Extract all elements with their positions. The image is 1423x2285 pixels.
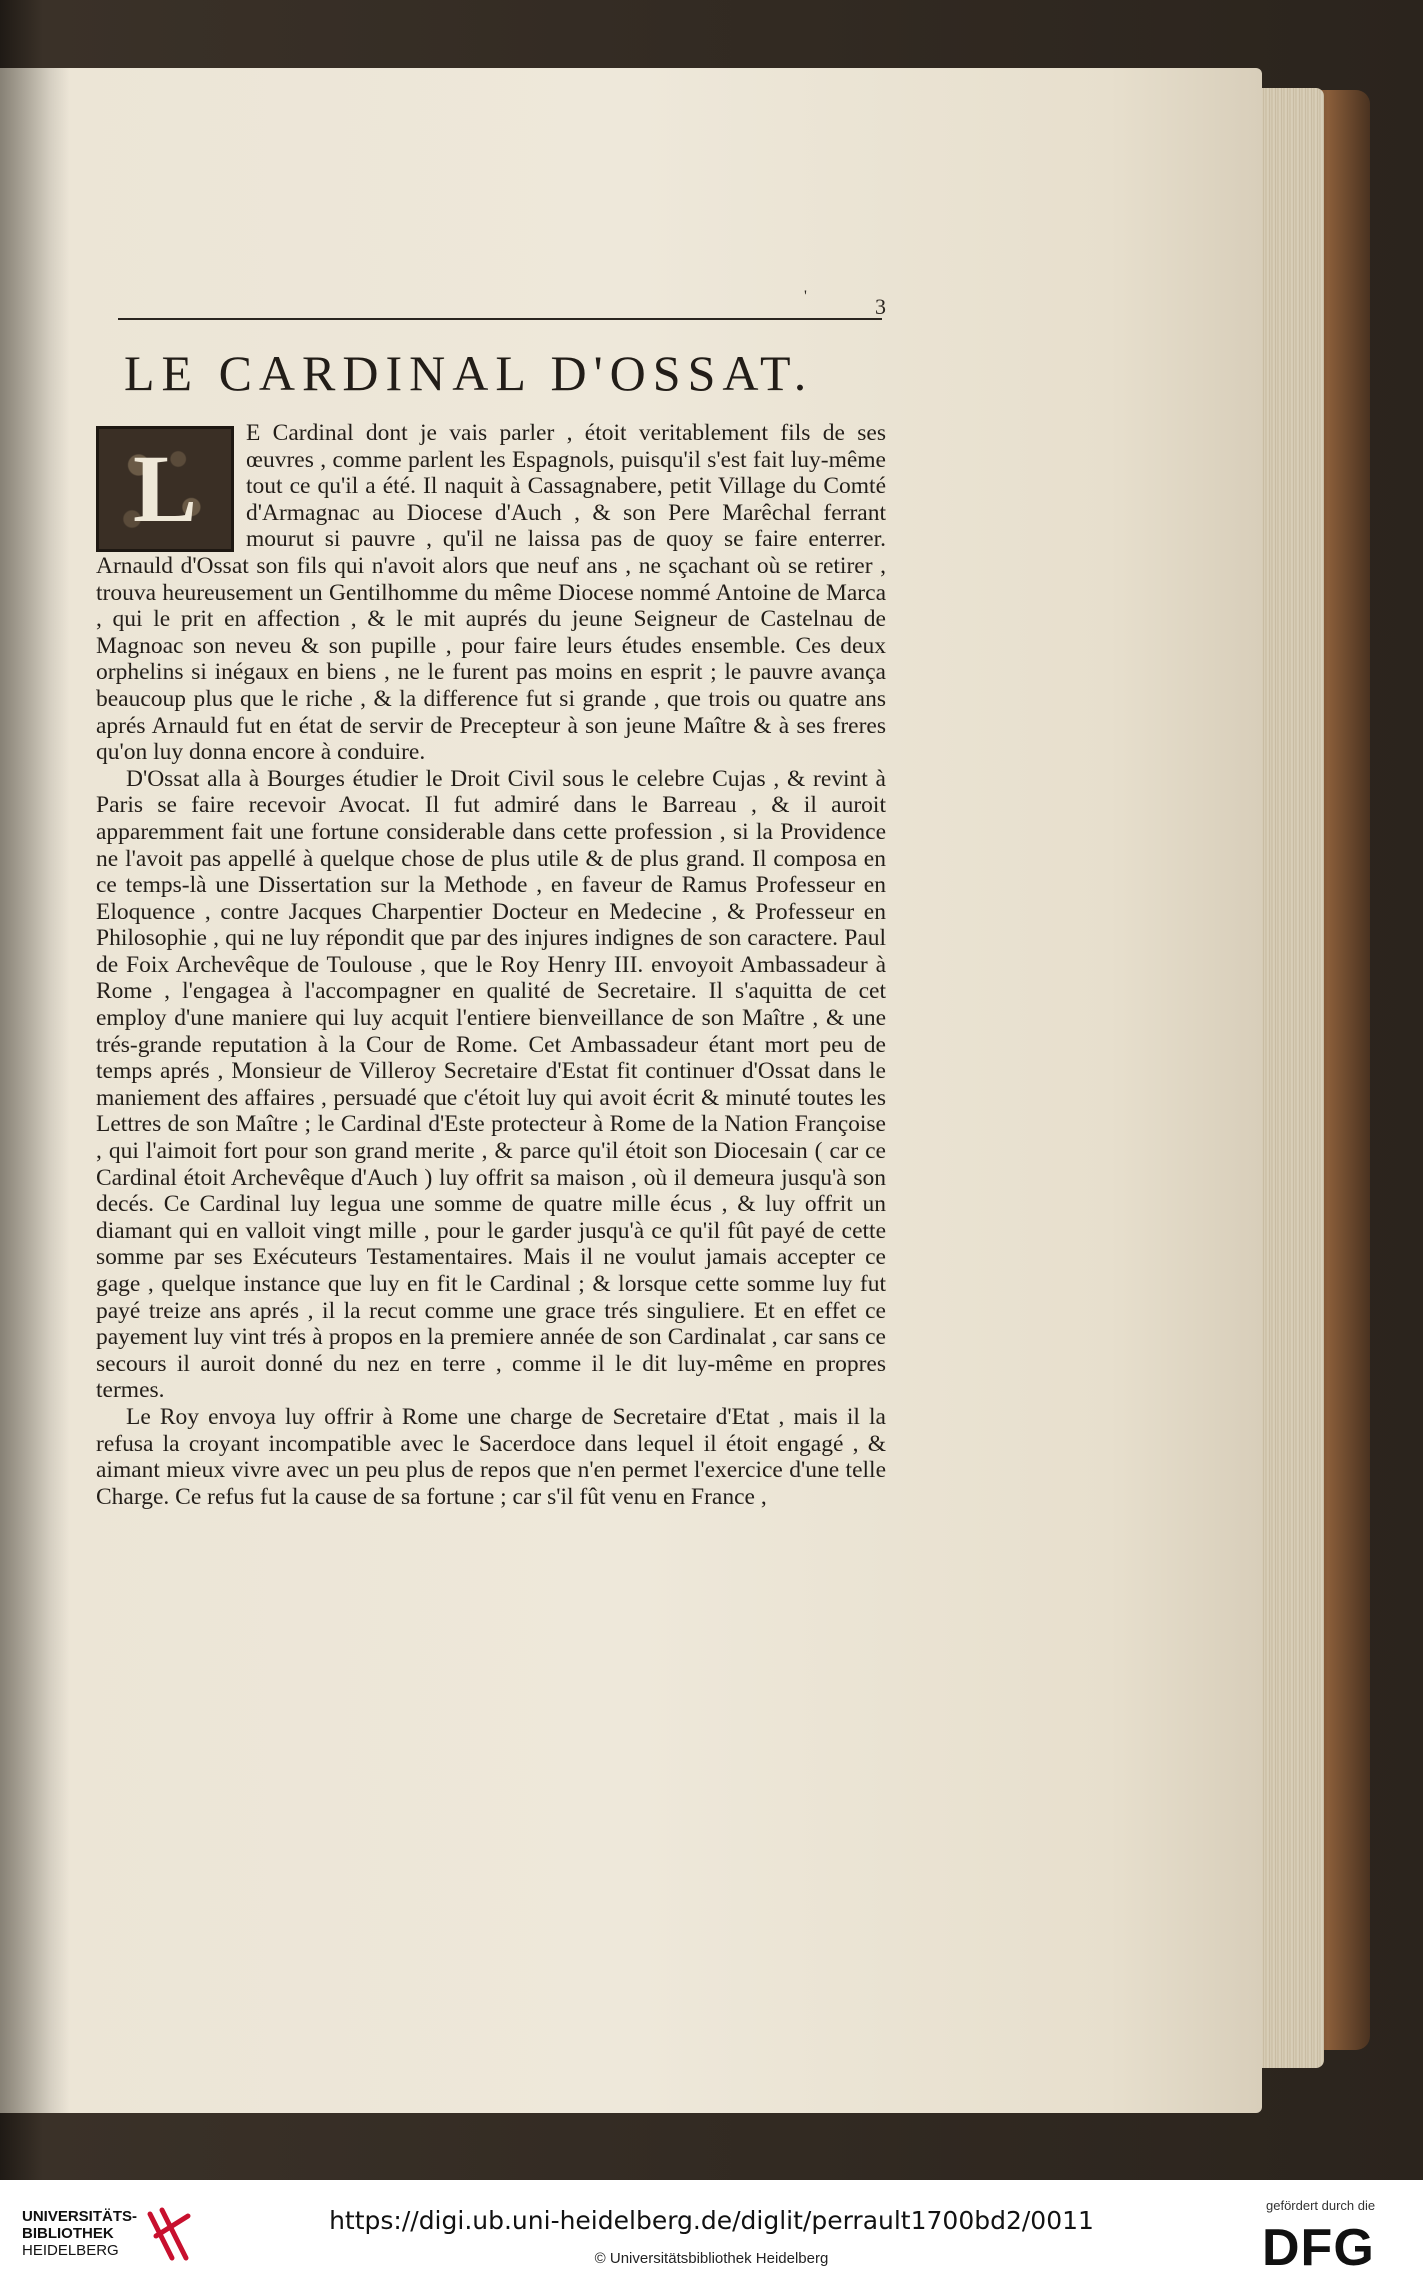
ornamental-dropcap (96, 426, 234, 552)
body-text (96, 420, 886, 1510)
paragraph-2: D'Ossat alla à Bourges étudier le Droit Civil sous le celebre Cujas , & revint à Paris se faire recevoir Avocat. Il fut admiré dans le Barreau , & il auroit apparemment fait une fortune considerable dans cette profession , si la Providence ne l'avoit pas appellé à quelque chose de plus utile & de plus grand. Il composa en ce temps-là une Dissertation sur la Methode , en faveur de Ramus Professeur en Eloquence , contre Jacques Charpentier Docteur en Medecine , & Professeur en Philosophie , qui ne luy répondit que par des injures indignes de son caractere. Paul de Foix Archevêque de Toulouse , que le Roy Henry III. envoyoit Ambassadeur à Rome , l'engagea à l'accompagner en qualité de Secretaire. Il s'aquitta de cet employ d'une maniere qui luy acquit l'entiere bienveillance de son Maître , & une trés-grande reputation à la Cour de Rome. Cet Ambassadeur étant mort peu de temps aprés , Monsieur de Villeroy Secretaire d'Estat fit continuer d'Ossat dans le maniement des affaires , persuadé que c'étoit luy qui avoit écrit & minuté toutes les Lettres de son Maître ; le Cardinal d'Este protecteur à Rome de la Nation Françoise , qui l'aimoit fort pour son grand merite , & parce qu'il étoit son Diocesain ( car ce Cardinal étoit Archevêque d'Auch ) luy offrit sa maison , où il demeura jusqu'à son decés. Ce Cardinal luy legua une somme de quatre mille écus , & luy offrit un diamant qui en valloit vingt mille , pour le garder jusqu'à ce qu'il fût payé de cette somme par ses Exécuteurs Testamentaires. Mais il ne voulut jamais accepter ce gage , quelque instance que luy en fit le Cardinal ; & lorsque cette somme luy fut payé treize ans aprés , il la recut comme une grace trés singuliere. Et en effet ce payement luy vint trés à propos en la premiere année de son Cardinalat , car sans ce secours il auroit donné du nez en terre , comme il le dit luy-même en propres termes. (96, 765, 886, 1404)
library-name-line2: BIBLIOTHEK (22, 2225, 114, 2242)
copyright-notice: © Universitätsbibliothek Heidelberg (594, 2250, 829, 2267)
permalink-url[interactable]: https://digi.ub.uni-heidelberg.de/diglit/perrault1700bd2/0011 (329, 2206, 1094, 2235)
paragraph-3: Le Roy envoya luy offrir à Rome une charge de Secretaire d'Etat , mais il la refusa la croyant incompatible avec le Sacerdoce dans lequel il étoit engagé , & aimant mieux vivre avec un peu plus de repos que n'en permet l'exercice d'une telle Charge. Ce refus fut la cause de sa fortune ; car s'il fût venu en France , (96, 1403, 886, 1510)
page-marker: 3 (875, 294, 886, 319)
paragraph-1 (96, 420, 886, 766)
dropcap-letter: L (132, 435, 198, 542)
dfg-logo: DFG (1262, 2219, 1375, 2277)
tick-mark: ' (804, 288, 807, 305)
header-rule (118, 318, 882, 320)
paragraph-1-text: E Cardinal dont je vais parler , étoit veritablement fils de ses œuvres , comme parlent les Espagnols, puisqu'il s'est fait luy-même tout ce qu'il a été. Il naquit à Cassagnabere, petit Village du Comté d'Armagnac au Diocese d'Auch , & son Pere Marêchal ferrant mourut si pauvre , qu'il ne laissa pas de quoy se faire enterrer. Arnauld d'Ossat son fils qui n'avoit alors que neuf ans , ne sçachant où se retirer , trouva heureusement un Gentilhomme du même Diocese nommé Antoine de Marca , qui le prit en affection , & le mit auprés du jeune Seigneur de Castelnau de Magnoac son neveu & son pupille , pour faire leurs études ensemble. Ces deux orphelins si inégaux en biens , ne le furent pas moins en esprit ; le pauvre avança beaucoup plus que le riche , & la difference fut si grande , que trois ou quatre ans aprés Arnauld fut en état de servir de Precepteur à son jeune Maître & à ses freres qu'on luy donna encore à conduire. (96, 420, 886, 766)
library-name-line3: HEIDELBERG (22, 2242, 119, 2259)
funded-by-label: gefördert durch die (1266, 2198, 1376, 2213)
library-name-line1: UNIVERSITÄTS- (22, 2208, 138, 2225)
footer-bar (0, 2180, 1423, 2285)
gutter-shadow (0, 68, 70, 2113)
page-title: LE CARDINAL D'OSSAT. (124, 345, 814, 401)
